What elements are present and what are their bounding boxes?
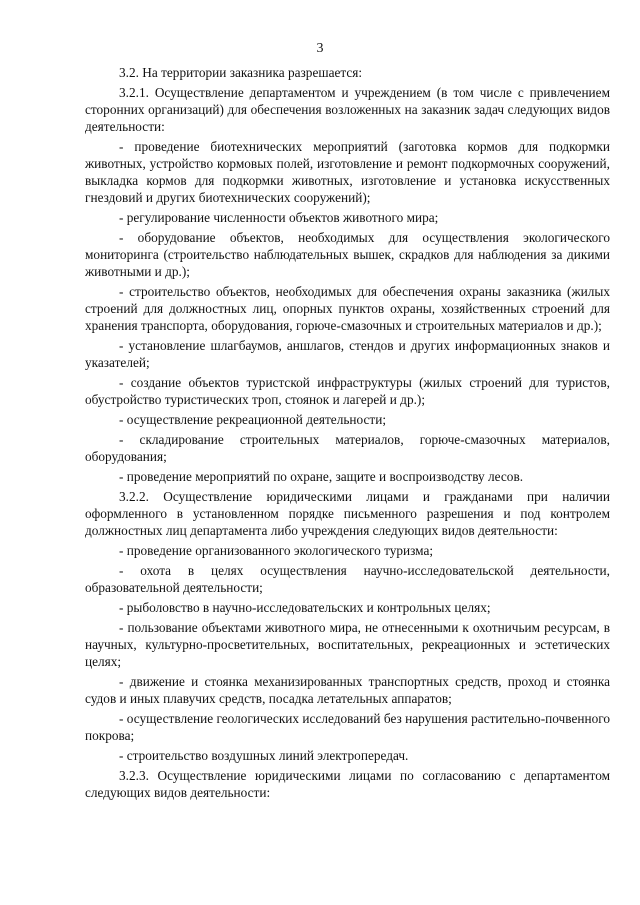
list-item: - охота в целях осуществления научно-исследовательской деятельности, образовательной деятельности; bbox=[85, 563, 610, 595]
list-item: - установление шлагбаумов, аншлагов, стендов и других информационных знаков и указателей; bbox=[85, 338, 610, 370]
subsection-paragraph: 3.2.2. Осуществление юридическими лицами и гражданами при наличии оформленного в установленном порядке письменного разрешения и под контролем должностных лиц департамента либо учреждения следующих видов деятельности: bbox=[85, 489, 610, 538]
list-item: - оборудование объектов, необходимых для осуществления экологического мониторинга (строительство наблюдательных вышек, скрадков для наблюдения за дикими животными и др.); bbox=[85, 230, 610, 279]
document-body bbox=[85, 64, 610, 801]
list-item: - регулирование численности объектов животного мира; bbox=[119, 210, 439, 225]
list-item: - рыболовство в научно-исследовательских и контрольных целях; bbox=[119, 600, 491, 615]
list-item: - строительство объектов, необходимых для обеспечения охраны заказника (жилых строений для должностных лиц, опорных пунктов охраны, хозяйственных строений для хранения транспорта, оборудования, горюче-смазочных и строительных материалов и др.); bbox=[85, 284, 610, 333]
list-item: - складирование строительных материалов, горюче-смазочных материалов, оборудования; bbox=[85, 432, 610, 464]
list-item: - проведение биотехнических мероприятий (заготовка кормов для подкормки животных, устройство кормовых полей, изготовление и ремонт подкормочных сооружений, выкладка кормов для подкормки животных, изготовление и установка искусственных гнездовий и других биотехнических сооружений); bbox=[85, 139, 610, 205]
list-item: - пользование объектами животного мира, не отнесенными к охотничьим ресурсам, в научных, культурно-просветительных, воспитательных, рекреационных и эстетических целях; bbox=[85, 620, 610, 669]
page-number: 3 bbox=[316, 41, 324, 56]
list-item: - движение и стоянка механизированных транспортных средств, проход и стоянка судов и иных плавучих средств, посадка летательных аппаратов; bbox=[85, 674, 610, 706]
subsection-paragraph: 3.2.3. Осуществление юридическими лицами по согласованию с департаментом следующих видов деятельности: bbox=[85, 768, 610, 800]
list-item: - создание объектов туристской инфраструктуры (жилых строений для туристов, обустройство туристических троп, стоянок и лагерей и др.); bbox=[85, 375, 610, 407]
list-item: - проведение организованного экологического туризма; bbox=[119, 543, 434, 558]
list-item: - строительство воздушных линий электропередач. bbox=[119, 748, 409, 763]
section-heading: 3.2. На территории заказника разрешается: bbox=[119, 65, 363, 80]
list-item: - осуществление геологических исследований без нарушения растительно-почвенного покрова; bbox=[85, 711, 610, 743]
subsection-paragraph: 3.2.1. Осуществление департаментом и учреждением (в том числе с привлечением сторонних организаций) для обеспечения возложенных на заказник задач следующих видов деятельности: bbox=[85, 85, 610, 134]
list-item: - проведение мероприятий по охране, защите и воспроизводству лесов. bbox=[119, 469, 524, 484]
list-item: - осуществление рекреационной деятельности; bbox=[119, 412, 387, 427]
